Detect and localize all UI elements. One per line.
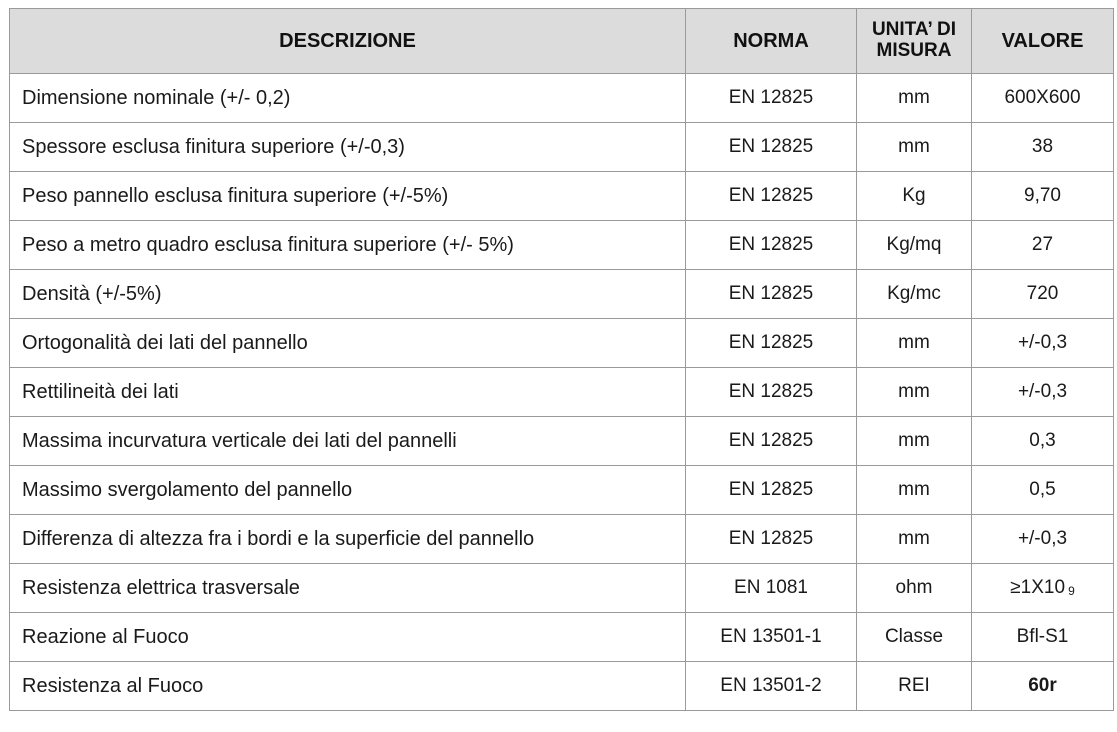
cell-unita: ohm	[857, 564, 972, 613]
table-row	[10, 123, 1114, 172]
cell-valore: 27	[972, 221, 1114, 270]
table-header	[10, 9, 1114, 74]
header-valore: VALORE	[972, 9, 1114, 74]
header-norma: NORMA	[686, 9, 857, 74]
cell-unita: Kg	[857, 172, 972, 221]
cell-unita: mm	[857, 319, 972, 368]
table-row	[10, 613, 1114, 662]
cell-valore: +/-0,3	[972, 368, 1114, 417]
cell-descrizione: Ortogonalità dei lati del pannello	[10, 319, 686, 368]
table-row	[10, 466, 1114, 515]
cell-norma: EN 1081	[686, 564, 857, 613]
cell-valore: +/-0,3	[972, 319, 1114, 368]
cell-descrizione: Massimo svergolamento del pannello	[10, 466, 686, 515]
cell-valore: 0,3	[972, 417, 1114, 466]
cell-valore: 9,70	[972, 172, 1114, 221]
cell-norma: EN 12825	[686, 74, 857, 123]
cell-descrizione: Peso pannello esclusa finitura superiore (+/-5%)	[10, 172, 686, 221]
cell-descrizione: Reazione al Fuoco	[10, 613, 686, 662]
spec-table	[9, 8, 1114, 711]
table-row	[10, 74, 1114, 123]
table-body	[10, 74, 1114, 711]
cell-descrizione: Densità (+/-5%)	[10, 270, 686, 319]
header-descrizione: DESCRIZIONE	[10, 9, 686, 74]
cell-unita: mm	[857, 466, 972, 515]
cell-norma: EN 12825	[686, 515, 857, 564]
cell-valore: 0,5	[972, 466, 1114, 515]
table-row	[10, 270, 1114, 319]
cell-unita: mm	[857, 368, 972, 417]
cell-norma: EN 13501-1	[686, 613, 857, 662]
table-row	[10, 515, 1114, 564]
cell-valore: 600X600	[972, 74, 1114, 123]
cell-descrizione: Dimensione nominale (+/- 0,2)	[10, 74, 686, 123]
cell-unita: Classe	[857, 613, 972, 662]
table-row	[10, 221, 1114, 270]
table-row	[10, 319, 1114, 368]
cell-norma: EN 12825	[686, 270, 857, 319]
cell-norma: EN 12825	[686, 417, 857, 466]
cell-norma: EN 12825	[686, 123, 857, 172]
cell-valore: Bfl-S1	[972, 613, 1114, 662]
cell-norma: EN 12825	[686, 319, 857, 368]
cell-norma: EN 12825	[686, 172, 857, 221]
cell-valore: 38	[972, 123, 1114, 172]
header-unita-line2: MISURA	[876, 40, 952, 61]
cell-descrizione: Rettilineità dei lati	[10, 368, 686, 417]
spec-table-container	[9, 8, 1113, 711]
cell-descrizione: Differenza di altezza fra i bordi e la superficie del pannello	[10, 515, 686, 564]
cell-unita: mm	[857, 515, 972, 564]
cell-descrizione: Massima incurvatura verticale dei lati del pannelli	[10, 417, 686, 466]
cell-unita: REI	[857, 662, 972, 711]
table-row	[10, 172, 1114, 221]
cell-unita: mm	[857, 123, 972, 172]
cell-norma: EN 12825	[686, 466, 857, 515]
cell-unita: Kg/mq	[857, 221, 972, 270]
cell-valore: +/-0,3	[972, 515, 1114, 564]
table-row	[10, 417, 1114, 466]
table-row	[10, 368, 1114, 417]
cell-unita: mm	[857, 74, 972, 123]
cell-descrizione: Resistenza al Fuoco	[10, 662, 686, 711]
cell-valore: 720	[972, 270, 1114, 319]
header-unita-line1: UNITA’ DI	[871, 19, 957, 41]
cell-norma: EN 12825	[686, 221, 857, 270]
cell-descrizione: Resistenza elettrica trasversale	[10, 564, 686, 613]
table-row	[10, 564, 1114, 613]
valore-base: ≥1X10	[1010, 577, 1066, 598]
header-row	[10, 9, 1114, 74]
cell-descrizione: Spessore esclusa finitura superiore (+/-0,3)	[10, 123, 686, 172]
cell-descrizione: Peso a metro quadro esclusa finitura superiore (+/- 5%)	[10, 221, 686, 270]
table-row	[10, 662, 1114, 711]
header-unita-di-misura	[857, 9, 972, 74]
cell-norma: EN 13501-2	[686, 662, 857, 711]
cell-valore: 60r	[972, 662, 1114, 711]
cell-unita: Kg/mc	[857, 270, 972, 319]
valore-exponent: 9	[1068, 584, 1075, 598]
cell-norma: EN 12825	[686, 368, 857, 417]
cell-unita: mm	[857, 417, 972, 466]
cell-valore	[972, 564, 1114, 613]
